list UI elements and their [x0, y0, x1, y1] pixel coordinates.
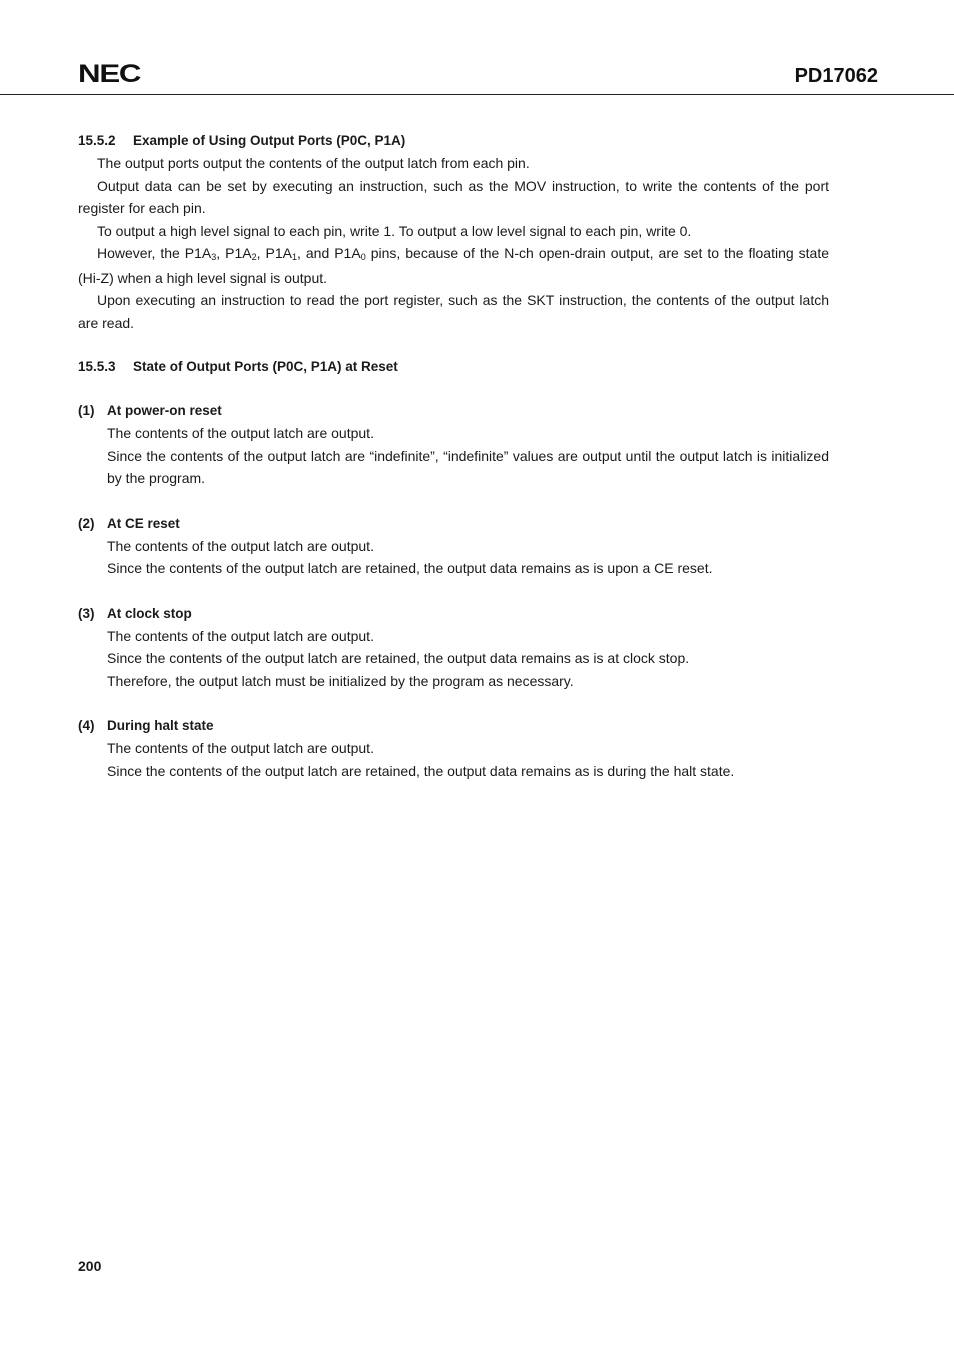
reset-item-1 [78, 400, 829, 490]
item-line: The contents of the output latch are output. [107, 740, 374, 756]
paragraph: To output a high level signal to each pin, write 1. To output a low level signal to each pin, write 0. [97, 222, 692, 239]
item-number: (4) [78, 718, 95, 733]
reset-item-3 [78, 603, 829, 693]
text-run: pins, because of the N-ch open-drain output, are set to the floating state (Hi-Z) when a high level signal is output. [78, 245, 830, 286]
item-title: At clock stop [107, 605, 192, 621]
nec-logo: NEC [78, 60, 141, 88]
reset-item-4 [78, 715, 829, 782]
page-content [78, 130, 829, 782]
reset-item-2 [78, 513, 829, 580]
item-heading [78, 715, 829, 737]
paragraph: The output ports output the contents of the output latch from each pin. [97, 155, 530, 171]
item-line: The contents of the output latch are output. [107, 537, 374, 554]
item-line: Therefore, the output latch must be initialized by the program as necessary. [107, 672, 574, 689]
subscript: 1 [291, 252, 297, 262]
item-number: (1) [78, 403, 95, 418]
item-heading [78, 603, 829, 625]
text-run: , and P1A [297, 245, 361, 261]
subscript: 0 [360, 252, 366, 262]
item-number: (2) [78, 515, 95, 531]
subscript: 2 [251, 252, 257, 262]
paragraph: Output data can be set by executing an instruction, such as the MOV instruction, to write the contents of the port register for each pin. [78, 177, 829, 216]
item-line: The contents of the output latch are output. [107, 425, 374, 441]
text-run: However, the P1A [97, 245, 212, 261]
text-run: , P1A [216, 245, 252, 261]
item-title: During halt state [107, 718, 214, 733]
item-heading [78, 513, 829, 535]
item-line: The contents of the output latch are output. [107, 627, 374, 644]
section-heading-15-5-2 [78, 130, 829, 152]
item-line: Since the contents of the output latch are retained, the output data remains as is at clock stop. [107, 650, 690, 666]
item-heading [78, 400, 829, 422]
subscript: 3 [211, 252, 217, 262]
item-line: Since the contents of the output latch are retained, the output data remains as is upon a CE reset. [107, 560, 713, 576]
page-header [0, 0, 954, 96]
section-number: 15.5.3 [78, 359, 116, 374]
section-title: Example of Using Output Ports (P0C, P1A) [133, 133, 406, 148]
paragraph-pins [78, 242, 829, 289]
item-line: Since the contents of the output latch are “indefinite”, “indefinite” values are output until the output latch is initialized by the program. [107, 447, 829, 486]
section-heading-15-5-3 [78, 356, 829, 378]
item-title: At CE reset [107, 515, 180, 531]
text-run: , P1A [256, 245, 292, 261]
section-title: State of Output Ports (P0C, P1A) at Reset [133, 359, 398, 374]
item-number: (3) [78, 605, 95, 621]
section-number: 15.5.2 [78, 133, 116, 148]
document-id: PD17062 [794, 65, 878, 87]
item-line: Since the contents of the output latch are retained, the output data remains as is during the halt state. [107, 762, 735, 779]
item-title: At power-on reset [107, 403, 222, 418]
header-rule [0, 94, 954, 95]
page-number: 200 [78, 1258, 102, 1274]
paragraph: Upon executing an instruction to read the port register, such as the SKT instruction, the contents of the output latch are read. [78, 292, 829, 331]
